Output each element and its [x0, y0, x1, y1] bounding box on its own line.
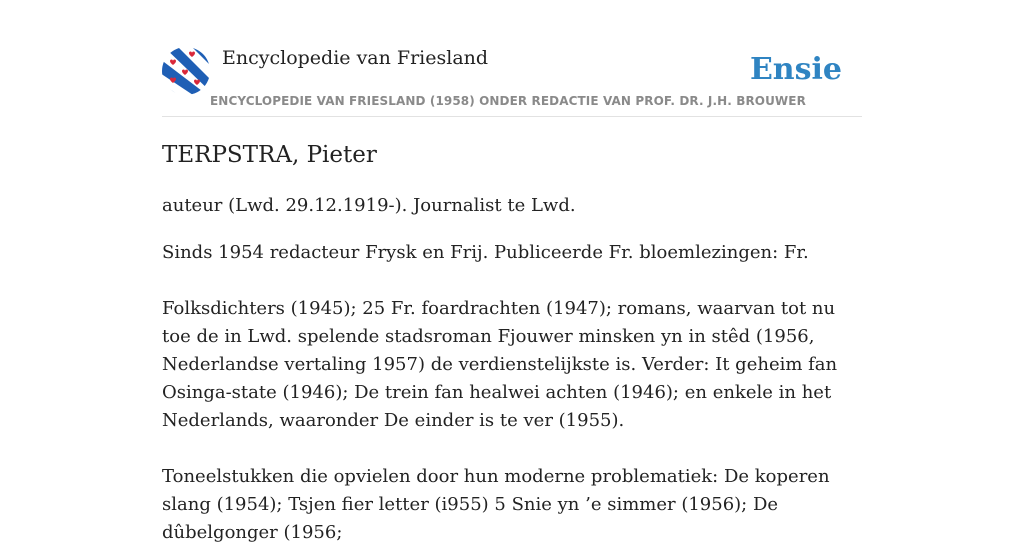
- entry-title: TERPSTRA, Pieter: [162, 142, 377, 168]
- entry-paragraph-3: Toneelstukken die opvielen door hun moderne problematiek: De koperen slang (1954); Tsjen fier letter (i955) 5 Snie yn ’e simmer (1956); De dûbelgonger (1956;: [162, 466, 830, 543]
- brand-logo-text[interactable]: Ensie: [749, 52, 842, 87]
- article: [162, 138, 867, 547]
- entry-lead: auteur (Lwd. 29.12.1919-). Journalist te Lwd.: [162, 195, 576, 216]
- site-title[interactable]: Encyclopedie van Friesland: [222, 47, 489, 69]
- frisian-flag-logo-icon[interactable]: [162, 47, 210, 95]
- entry-paragraph-1: Sinds 1954 redacteur Frysk en Frij. Publiceerde Fr. bloemlezingen: Fr.: [162, 242, 809, 263]
- site-header: [162, 44, 862, 117]
- encyclopedia-subtitle: ENCYCLOPEDIE VAN FRIESLAND (1958) ONDER REDACTIE VAN PROF. DR. J.H. BROUWER: [210, 94, 806, 108]
- entry-paragraph-2: Folksdichters (1945); 25 Fr. foardrachten (1947); romans, waarvan tot nu toe de in Lwd. spelende stadsroman Fjouwer minsken yn in stêd (1956, Nederlandse vertaling 1957) de verdienstelijkste is. Verder: It geheim fan Osinga-state (1946); De trein fan healwei achten (1946); en enkele in het Nederlands, waaronder De einder is te ver (1955).: [162, 298, 838, 431]
